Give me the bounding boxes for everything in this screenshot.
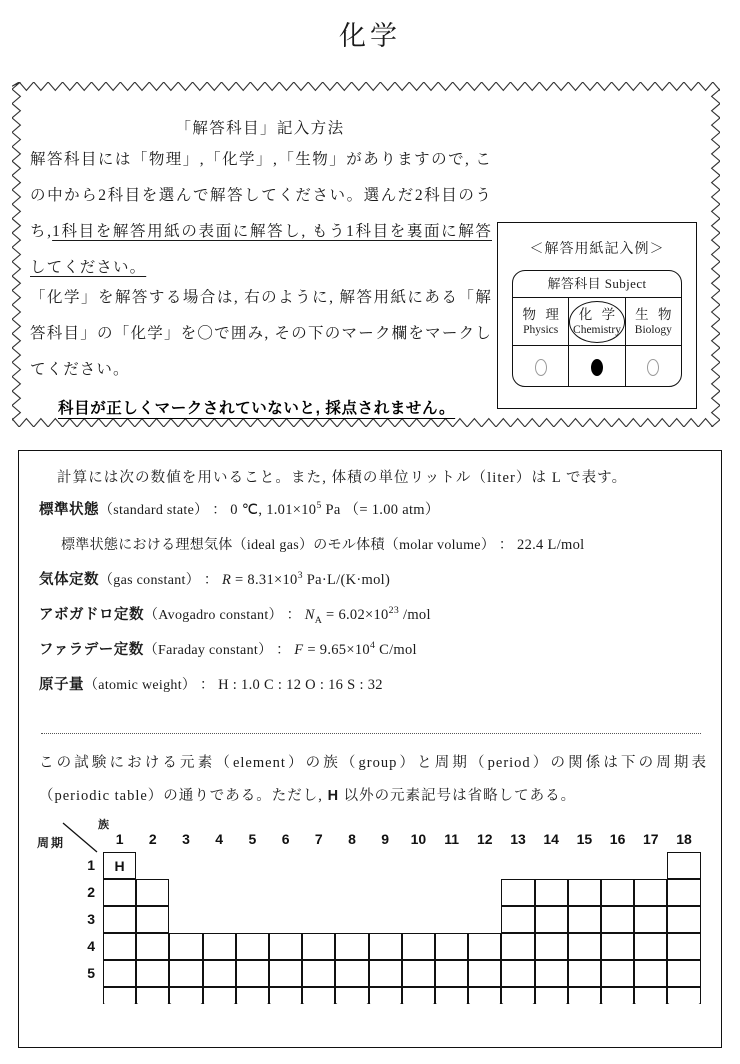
answer-sheet-example <box>497 222 697 409</box>
constant-separator: ： <box>495 538 518 553</box>
constant-name-en: 標準状態における理想気体（ideal gas）のモル体積（molar volume） <box>61 538 496 553</box>
subject-selection-table <box>512 270 682 387</box>
subject-name-row <box>513 298 681 346</box>
periodic-cell-p4-g7 <box>302 933 335 960</box>
constant-name-en: （Avogadro constant） <box>144 608 283 623</box>
instruction-box <box>12 82 720 427</box>
reference-data-box <box>18 450 722 1048</box>
group-number-9: 9 <box>381 831 390 847</box>
periodic-cell-p3-g13 <box>501 906 534 933</box>
constant-name-en: （Faraday constant） <box>143 643 273 658</box>
group-number-10: 10 <box>410 831 427 847</box>
bubble-filled-icon[interactable] <box>591 359 603 376</box>
periodic-table-axis-label <box>37 819 109 855</box>
group-number-6: 6 <box>281 831 290 847</box>
constant-row <box>39 633 705 668</box>
periodic-cell-p4-g8 <box>335 933 368 960</box>
periodic-cell-p3-g16 <box>601 906 634 933</box>
periodic-cell-p2-g18 <box>667 879 700 906</box>
periodic-cell-p2-g2 <box>136 879 169 906</box>
periodic-cell-p4-g12 <box>468 933 501 960</box>
element-symbol-H: H <box>114 858 125 874</box>
periodic-cell-p5-g17 <box>634 960 667 987</box>
periodic-cell-p6-g9 <box>369 987 402 1004</box>
subject-label-jp: 化 学 <box>578 307 619 322</box>
period-number-2: 2 <box>87 884 95 900</box>
periodic-cell-p4-g6 <box>269 933 302 960</box>
constant-name-en: （gas constant） <box>99 573 201 588</box>
page-title: 化学 <box>339 21 401 51</box>
group-number-17: 17 <box>642 831 659 847</box>
constant-row <box>61 528 705 563</box>
bubble-empty-icon[interactable] <box>647 359 659 376</box>
periodic-cell-p6-g4 <box>203 987 236 1004</box>
constants-rows <box>39 493 705 703</box>
constants-section <box>39 463 705 703</box>
periodic-cell-p5-g4 <box>203 960 236 987</box>
periodic-cell-p4-g9 <box>369 933 402 960</box>
periodic-cell-p6-g16 <box>601 987 634 1004</box>
periodic-cell-p6-g17 <box>634 987 667 1004</box>
periodic-table-description: この試験における元素（element）の族（group）と周期（period）の関係は下の周期表（periodic table）の通りである。ただし, H 以外の元素記号は省略してある。 <box>39 755 707 804</box>
constant-label: 原子量 <box>39 677 84 693</box>
group-number-8: 8 <box>348 831 356 847</box>
instruction-heading: 「解答科目」記入方法 <box>175 120 345 137</box>
instruction-paragraph-1 <box>30 142 492 286</box>
instruction-paragraph-2: 「化学」を解答する場合は, 右のように, 解答用紙にある「解答科目」の「化学」を〇で囲み, その下のマーク欄をマークしてください。 <box>30 289 492 378</box>
constant-value: $R = 8.31\times 10^3$ Pa·L/(K·mol) <box>221 570 391 588</box>
instruction-warning: 科目が正しくマークされていないと, 採点されません。 <box>58 400 456 417</box>
periodic-cell-p5-g2 <box>136 960 169 987</box>
group-number-16: 16 <box>609 831 626 847</box>
axis-period-label: 周期 <box>37 836 66 850</box>
subject-label-en: Biology <box>634 324 672 336</box>
constants-lead-text: 計算には次の数値を用いること。また, 体積の単位リットル（liter）は L で表す。 <box>57 470 628 486</box>
group-number-15: 15 <box>576 831 593 847</box>
periodic-cell-p6-g11 <box>435 987 468 1004</box>
periodic-cell-p4-g1 <box>103 933 136 960</box>
constant-separator: ： <box>272 643 295 658</box>
constant-value: 22.4 L/mol <box>517 537 585 553</box>
group-number-11: 11 <box>444 831 459 847</box>
periodic-cell-p6-g1 <box>103 987 136 1004</box>
periodic-cell-p6-g8 <box>335 987 368 1004</box>
periodic-cell-p6-g15 <box>568 987 601 1004</box>
periodic-cell-p4-g3 <box>169 933 202 960</box>
periodic-cell-p5-g16 <box>601 960 634 987</box>
periodic-cell-p2-g1 <box>103 879 136 906</box>
group-number-3: 3 <box>182 831 190 847</box>
subject-label-en: Physics <box>523 324 559 336</box>
subject-label-jp: 物 理 <box>522 307 562 322</box>
subject-table-header: 解答科目 Subject <box>513 271 681 298</box>
subject-label-en: Chemistry <box>573 324 621 336</box>
subject-bubble-row <box>513 346 681 387</box>
periodic-cell-p3-g1 <box>103 906 136 933</box>
group-number-1: 1 <box>115 831 124 847</box>
constant-name-en: （standard state） <box>99 503 209 518</box>
periodic-cell-p6-g5 <box>236 987 269 1004</box>
periodic-cell-p5-g11 <box>435 960 468 987</box>
periodic-cell-p4-g18 <box>667 933 700 960</box>
periodic-cell-p4-g14 <box>535 933 568 960</box>
periodic-cell-p1-g1 <box>103 852 136 879</box>
periodic-cell-p5-g6 <box>269 960 302 987</box>
periodic-cell-p1-g18 <box>667 852 700 879</box>
periodic-cell-p6-g3 <box>169 987 202 1004</box>
constant-row <box>39 598 705 633</box>
periodic-cell-p5-g12 <box>468 960 501 987</box>
periodic-cell-p5-g7 <box>302 960 335 987</box>
periodic-cell-p3-g18 <box>667 906 700 933</box>
periodic-cell-p4-g2 <box>136 933 169 960</box>
periodic-cell-p5-g8 <box>335 960 368 987</box>
periodic-cell-p5-g14 <box>535 960 568 987</box>
bubble-cell-chemistry[interactable] <box>569 346 625 387</box>
periodic-cell-p5-g3 <box>169 960 202 987</box>
periodic-cell-p4-g15 <box>568 933 601 960</box>
period-number-5: 5 <box>87 965 95 981</box>
group-number-18: 18 <box>676 831 692 847</box>
constant-separator: ： <box>282 608 305 623</box>
periodic-cell-p2-g16 <box>601 879 634 906</box>
constant-name-en: （atomic weight） <box>84 678 197 693</box>
periodic-cell-p6-g18 <box>667 987 700 1004</box>
periodic-cell-p6-g2 <box>136 987 169 1004</box>
constant-value: $F = 9.65\times 10^4$ C/mol <box>294 640 417 658</box>
subject-cell-physics[interactable] <box>513 298 569 345</box>
bubble-cell-physics[interactable] <box>513 346 569 387</box>
periodic-cell-p4-g16 <box>601 933 634 960</box>
bubble-cell-biology[interactable] <box>626 346 681 387</box>
subject-cell-biology[interactable] <box>626 298 681 345</box>
constant-row <box>39 668 705 703</box>
constant-row <box>39 493 705 528</box>
periodic-cell-p6-g7 <box>302 987 335 1004</box>
instruction-underlined-text: 1科目を解答用紙の表面に解答し, もう1科目を裏面に解答してください。 <box>30 223 492 276</box>
group-number-7: 7 <box>314 831 323 847</box>
constant-separator: ： <box>200 573 222 588</box>
periodic-cell-p5-g5 <box>236 960 269 987</box>
periodic-cell-p2-g13 <box>501 879 534 906</box>
periodic-cell-p5-g15 <box>568 960 601 987</box>
periodic-cell-p3-g2 <box>136 906 169 933</box>
constant-separator: ： <box>208 503 231 518</box>
group-number-4: 4 <box>215 831 224 847</box>
periodic-cell-p2-g15 <box>568 879 601 906</box>
constant-value: $N_A = 6.02\times 10^{23}$ /mol <box>304 605 431 626</box>
axis-group-label: 族 <box>98 819 109 831</box>
periodic-cell-p4-g5 <box>236 933 269 960</box>
bubble-empty-icon[interactable] <box>535 359 547 376</box>
periodic-cell-p2-g17 <box>634 879 667 906</box>
periodic-cell-p3-g14 <box>535 906 568 933</box>
constant-separator: ： <box>196 678 219 693</box>
periodic-table <box>31 819 703 1004</box>
subject-cell-chemistry[interactable] <box>569 298 625 345</box>
group-number-13: 13 <box>510 831 526 847</box>
periodic-cell-p6-g14 <box>535 987 568 1004</box>
section-divider <box>41 733 701 734</box>
periodic-cell-p6-g6 <box>269 987 302 1004</box>
periodic-cell-p6-g13 <box>501 987 534 1004</box>
periodic-cell-p4-g17 <box>634 933 667 960</box>
periodic-cell-p5-g1 <box>103 960 136 987</box>
periodic-cell-p4-g4 <box>203 933 236 960</box>
group-number-14: 14 <box>543 831 559 847</box>
constant-value: 0 ℃, $1.01\times 10^5$ Pa （= 1.00 atm） <box>230 500 440 518</box>
constant-value: H : 1.0 C : 12 O : 16 S : 32 <box>218 677 383 693</box>
period-number-1: 1 <box>87 857 95 873</box>
answer-sheet-example-caption: ＜解答用紙記入例＞ <box>529 242 665 257</box>
periodic-cell-p6-g10 <box>402 987 435 1004</box>
period-number-3: 3 <box>87 911 95 927</box>
constant-label: 標準状態 <box>39 502 99 518</box>
periodic-cell-p4-g11 <box>435 933 468 960</box>
period-number-4: 4 <box>87 938 95 954</box>
periodic-cell-p4-g10 <box>402 933 435 960</box>
periodic-cell-p5-g13 <box>501 960 534 987</box>
periodic-cell-p5-g9 <box>369 960 402 987</box>
group-number-2: 2 <box>148 831 157 847</box>
periodic-cell-p5-g18 <box>667 960 700 987</box>
instruction-paragraph-1-text: 解答科目には「物理」,「化学」,「生物」がありますので, この中から2科目を選んで解答してください。選んだ2科目のうち, <box>30 151 492 240</box>
axis-diagonal-line <box>51 819 109 855</box>
periodic-cell-p3-g17 <box>634 906 667 933</box>
periodic-cell-p6-g12 <box>468 987 501 1004</box>
group-number-5: 5 <box>248 831 257 847</box>
constant-label: アボガドロ定数 <box>39 607 144 623</box>
periodic-cell-p5-g10 <box>402 960 435 987</box>
periodic-cell-p2-g14 <box>535 879 568 906</box>
subject-label-jp: 生 物 <box>635 307 675 322</box>
constant-label: ファラデー定数 <box>39 642 144 658</box>
constant-label: 気体定数 <box>39 572 99 588</box>
periodic-cell-p4-g13 <box>501 933 534 960</box>
constant-row <box>39 563 705 598</box>
periodic-cell-p3-g15 <box>568 906 601 933</box>
group-number-12: 12 <box>476 831 493 847</box>
